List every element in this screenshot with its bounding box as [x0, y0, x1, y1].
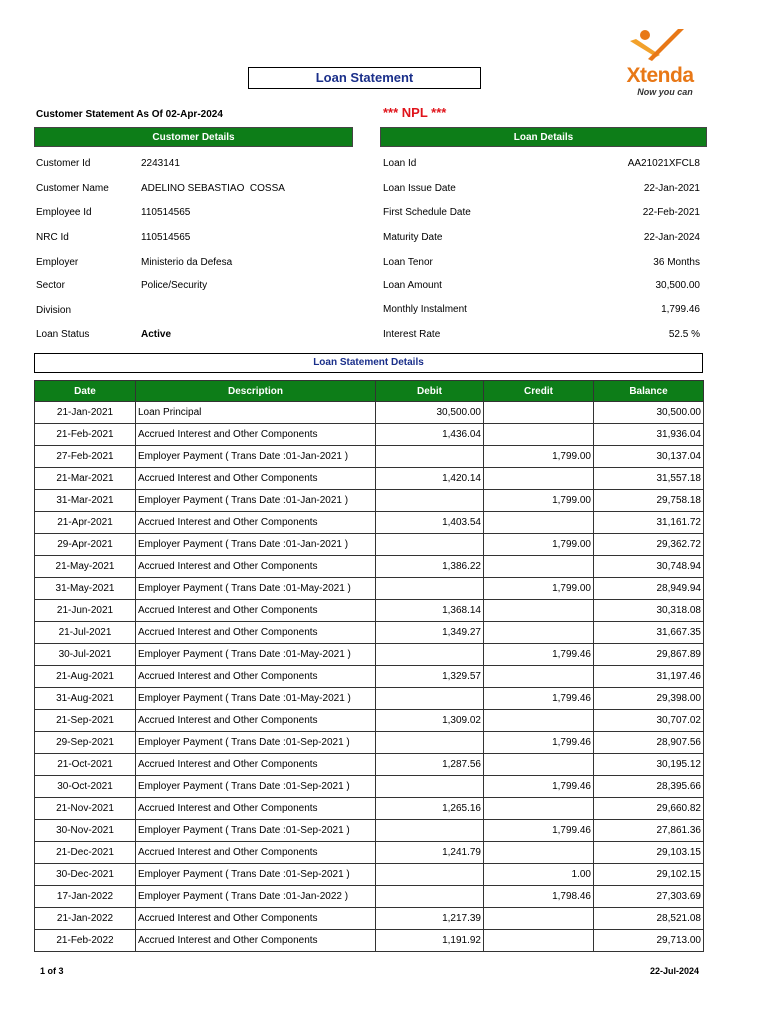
- cell-debit: 1,191.92: [376, 930, 484, 952]
- cell-debit: [376, 886, 484, 908]
- cell-date: 30-Dec-2021: [35, 864, 136, 886]
- cell-description: Accrued Interest and Other Components: [136, 754, 376, 776]
- customer-id-value: 2243141: [141, 158, 180, 169]
- statement-details-heading: Loan Statement Details: [34, 353, 703, 373]
- cell-debit: [376, 578, 484, 600]
- loan-status-value: Active: [141, 329, 172, 340]
- customer-name-label: Customer Name: [36, 183, 109, 194]
- cell-balance: 30,500.00: [594, 402, 704, 424]
- cell-balance: 28,521.08: [594, 908, 704, 930]
- column-header-description: Description: [136, 381, 376, 402]
- cell-date: 21-Apr-2021: [35, 512, 136, 534]
- table-header-row: [35, 381, 704, 402]
- statement-table-body: [35, 402, 704, 952]
- cell-balance: 27,861.36: [594, 820, 704, 842]
- npl-flag: *** NPL ***: [383, 105, 447, 120]
- cell-balance: 28,949.94: [594, 578, 704, 600]
- monthly-instalment-value: 1,799.46: [661, 304, 700, 315]
- loan-id-value: AA21021XFCL8: [627, 158, 700, 169]
- cell-credit: 1,799.00: [484, 446, 594, 468]
- table-row: [35, 732, 704, 754]
- cell-debit: [376, 688, 484, 710]
- cell-debit: [376, 732, 484, 754]
- cell-debit: 1,386.22: [376, 556, 484, 578]
- cell-description: Accrued Interest and Other Components: [136, 798, 376, 820]
- cell-description: Accrued Interest and Other Components: [136, 930, 376, 952]
- cell-date: 31-Mar-2021: [35, 490, 136, 512]
- table-row: [35, 556, 704, 578]
- loan-amount-value: 30,500.00: [655, 280, 700, 291]
- table-row: [35, 490, 704, 512]
- cell-debit: [376, 644, 484, 666]
- cell-debit: [376, 446, 484, 468]
- table-row: [35, 446, 704, 468]
- customer-id-label: Customer Id: [36, 158, 91, 169]
- cell-debit: 1,436.04: [376, 424, 484, 446]
- cell-debit: 1,287.56: [376, 754, 484, 776]
- first-schedule-date-label: First Schedule Date: [383, 207, 471, 218]
- cell-balance: 28,395.66: [594, 776, 704, 798]
- loan-tenor-label: Loan Tenor: [383, 257, 433, 268]
- cell-date: 21-Nov-2021: [35, 798, 136, 820]
- column-header-balance: Balance: [594, 381, 704, 402]
- cell-balance: 29,362.72: [594, 534, 704, 556]
- cell-balance: 29,660.82: [594, 798, 704, 820]
- column-header-debit: Debit: [376, 381, 484, 402]
- cell-credit: [484, 424, 594, 446]
- cell-credit: [484, 908, 594, 930]
- cell-description: Accrued Interest and Other Components: [136, 666, 376, 688]
- cell-debit: [376, 534, 484, 556]
- loan-issue-date-value: 22-Jan-2021: [643, 183, 700, 194]
- cell-credit: 1,799.46: [484, 688, 594, 710]
- table-row: [35, 666, 704, 688]
- cell-description: Employer Payment ( Trans Date :01-May-2021 ): [136, 644, 376, 666]
- cell-debit: [376, 776, 484, 798]
- employee-id-label: Employee Id: [36, 207, 92, 218]
- loan-id-label: Loan Id: [383, 158, 417, 169]
- cell-balance: 31,197.46: [594, 666, 704, 688]
- cell-balance: 30,318.08: [594, 600, 704, 622]
- first-schedule-date-value: 22-Feb-2021: [642, 207, 700, 218]
- cell-debit: [376, 864, 484, 886]
- cell-date: 29-Apr-2021: [35, 534, 136, 556]
- cell-description: Accrued Interest and Other Components: [136, 600, 376, 622]
- table-row: [35, 776, 704, 798]
- table-row: [35, 512, 704, 534]
- cell-description: Employer Payment ( Trans Date :01-Sep-2021 ): [136, 864, 376, 886]
- division-label: Division: [36, 305, 72, 316]
- cell-debit: 1,241.79: [376, 842, 484, 864]
- loan-amount-label: Loan Amount: [383, 280, 442, 291]
- cell-debit: 1,309.02: [376, 710, 484, 732]
- table-row: [35, 424, 704, 446]
- table-row: [35, 798, 704, 820]
- cell-credit: 1.00: [484, 864, 594, 886]
- cell-balance: 31,557.18: [594, 468, 704, 490]
- cell-description: Accrued Interest and Other Components: [136, 908, 376, 930]
- cell-debit: 1,265.16: [376, 798, 484, 820]
- column-header-date: Date: [35, 381, 136, 402]
- cell-description: Employer Payment ( Trans Date :01-Jan-2022 ): [136, 886, 376, 908]
- cell-credit: [484, 622, 594, 644]
- cell-balance: 31,936.04: [594, 424, 704, 446]
- cell-credit: 1,799.46: [484, 644, 594, 666]
- sector-value: Police/Security: [141, 280, 208, 291]
- cell-date: 31-Aug-2021: [35, 688, 136, 710]
- cell-description: Accrued Interest and Other Components: [136, 424, 376, 446]
- cell-credit: 1,799.00: [484, 578, 594, 600]
- loan-tenor-value: 36 Months: [653, 257, 700, 268]
- cell-description: Employer Payment ( Trans Date :01-Sep-2021 ): [136, 732, 376, 754]
- loan-status-label: Loan Status: [36, 329, 90, 340]
- cell-debit: 1,217.39: [376, 908, 484, 930]
- cell-date: 21-Dec-2021: [35, 842, 136, 864]
- table-row: [35, 578, 704, 600]
- cell-credit: [484, 556, 594, 578]
- cell-description: Accrued Interest and Other Components: [136, 468, 376, 490]
- cell-date: 30-Nov-2021: [35, 820, 136, 842]
- cell-description: Employer Payment ( Trans Date :01-Sep-2021 ): [136, 776, 376, 798]
- cell-date: 31-May-2021: [35, 578, 136, 600]
- logo-brand: Xtenda: [626, 64, 694, 87]
- cell-credit: [484, 798, 594, 820]
- cell-description: Employer Payment ( Trans Date :01-May-2021 ): [136, 578, 376, 600]
- cell-credit: [484, 600, 594, 622]
- nrc-id-label: NRC Id: [36, 232, 69, 243]
- page-number: 1 of 3: [40, 966, 64, 976]
- statement-table: [34, 380, 704, 952]
- cell-debit: [376, 820, 484, 842]
- table-row: [35, 864, 704, 886]
- cell-debit: 1,420.14: [376, 468, 484, 490]
- interest-rate-label: Interest Rate: [383, 329, 441, 340]
- cell-date: 21-Mar-2021: [35, 468, 136, 490]
- cell-credit: [484, 930, 594, 952]
- table-row: [35, 842, 704, 864]
- cell-debit: [376, 490, 484, 512]
- cell-balance: 29,713.00: [594, 930, 704, 952]
- cell-credit: 1,799.00: [484, 534, 594, 556]
- cell-description: Accrued Interest and Other Components: [136, 622, 376, 644]
- cell-balance: 27,303.69: [594, 886, 704, 908]
- cell-credit: [484, 512, 594, 534]
- footer-date: 22-Jul-2024: [650, 966, 700, 976]
- table-row: [35, 534, 704, 556]
- cell-balance: 28,907.56: [594, 732, 704, 754]
- cell-credit: 1,799.46: [484, 820, 594, 842]
- cell-balance: 29,102.15: [594, 864, 704, 886]
- cell-credit: 1,798.46: [484, 886, 594, 908]
- cell-date: 21-Sep-2021: [35, 710, 136, 732]
- table-row: [35, 908, 704, 930]
- cell-description: Employer Payment ( Trans Date :01-May-2021 ): [136, 688, 376, 710]
- logo-tagline: Now you can: [637, 87, 693, 97]
- employer-label: Employer: [36, 257, 79, 268]
- cell-balance: 31,161.72: [594, 512, 704, 534]
- cell-date: 21-Feb-2022: [35, 930, 136, 952]
- cell-balance: 29,398.00: [594, 688, 704, 710]
- monthly-instalment-label: Monthly Instalment: [383, 304, 467, 315]
- table-row: [35, 402, 704, 424]
- cell-balance: 29,103.15: [594, 842, 704, 864]
- cell-credit: [484, 468, 594, 490]
- cell-credit: 1,799.46: [484, 732, 594, 754]
- cell-credit: [484, 402, 594, 424]
- employer-value: Ministerio da Defesa: [141, 257, 233, 268]
- cell-date: 30-Jul-2021: [35, 644, 136, 666]
- cell-credit: [484, 666, 594, 688]
- loan-issue-date-label: Loan Issue Date: [383, 183, 456, 194]
- cell-description: Employer Payment ( Trans Date :01-Jan-2021 ): [136, 490, 376, 512]
- cell-debit: 1,349.27: [376, 622, 484, 644]
- statement-title: Loan Statement: [248, 67, 481, 89]
- table-row: [35, 754, 704, 776]
- cell-credit: [484, 710, 594, 732]
- cell-balance: 29,758.18: [594, 490, 704, 512]
- table-row: [35, 930, 704, 952]
- xtenda-logo: [612, 27, 708, 99]
- table-row: [35, 710, 704, 732]
- cell-description: Employer Payment ( Trans Date :01-Jan-2021 ): [136, 446, 376, 468]
- cell-description: Accrued Interest and Other Components: [136, 710, 376, 732]
- cell-balance: 30,707.02: [594, 710, 704, 732]
- cell-debit: 1,403.54: [376, 512, 484, 534]
- cell-date: 21-Feb-2021: [35, 424, 136, 446]
- customer-details-heading: Customer Details: [34, 127, 353, 147]
- cell-debit: 30,500.00: [376, 402, 484, 424]
- cell-balance: 30,137.04: [594, 446, 704, 468]
- sector-label: Sector: [36, 280, 65, 291]
- cell-credit: 1,799.46: [484, 776, 594, 798]
- cell-date: 21-Jul-2021: [35, 622, 136, 644]
- table-row: [35, 886, 704, 908]
- cell-credit: 1,799.00: [484, 490, 594, 512]
- interest-rate-value: 52.5 %: [668, 329, 700, 340]
- table-row: [35, 468, 704, 490]
- cell-date: 21-May-2021: [35, 556, 136, 578]
- table-row: [35, 820, 704, 842]
- loan-details-heading: Loan Details: [380, 127, 707, 147]
- cell-description: Accrued Interest and Other Components: [136, 842, 376, 864]
- table-row: [35, 644, 704, 666]
- cell-description: Employer Payment ( Trans Date :01-Sep-2021 ): [136, 820, 376, 842]
- cell-date: 29-Sep-2021: [35, 732, 136, 754]
- table-row: [35, 622, 704, 644]
- cell-credit: [484, 754, 594, 776]
- cell-date: 21-Jun-2021: [35, 600, 136, 622]
- table-row: [35, 600, 704, 622]
- cell-debit: 1,329.57: [376, 666, 484, 688]
- cell-date: 21-Aug-2021: [35, 666, 136, 688]
- maturity-date-value: 22-Jan-2024: [643, 232, 700, 243]
- maturity-date-label: Maturity Date: [383, 232, 443, 243]
- cell-description: Employer Payment ( Trans Date :01-Jan-2021 ): [136, 534, 376, 556]
- cell-date: 21-Jan-2021: [35, 402, 136, 424]
- employee-id-value: 110514565: [141, 207, 191, 218]
- cell-description: Loan Principal: [136, 402, 376, 424]
- cell-date: 21-Oct-2021: [35, 754, 136, 776]
- cell-date: 17-Jan-2022: [35, 886, 136, 908]
- cell-date: 27-Feb-2021: [35, 446, 136, 468]
- column-header-credit: Credit: [484, 381, 594, 402]
- cell-balance: 29,867.89: [594, 644, 704, 666]
- nrc-id-value: 110514565: [141, 232, 191, 243]
- statement-as-of: Customer Statement As Of 02-Apr-2024: [36, 109, 223, 120]
- cell-description: Accrued Interest and Other Components: [136, 512, 376, 534]
- cell-description: Accrued Interest and Other Components: [136, 556, 376, 578]
- cell-balance: 31,667.35: [594, 622, 704, 644]
- cell-balance: 30,748.94: [594, 556, 704, 578]
- cell-debit: 1,368.14: [376, 600, 484, 622]
- cell-credit: [484, 842, 594, 864]
- cell-date: 21-Jan-2022: [35, 908, 136, 930]
- customer-name-value: ADELINO SEBASTIAO COSSA: [141, 183, 285, 194]
- table-row: [35, 688, 704, 710]
- cell-balance: 30,195.12: [594, 754, 704, 776]
- cell-date: 30-Oct-2021: [35, 776, 136, 798]
